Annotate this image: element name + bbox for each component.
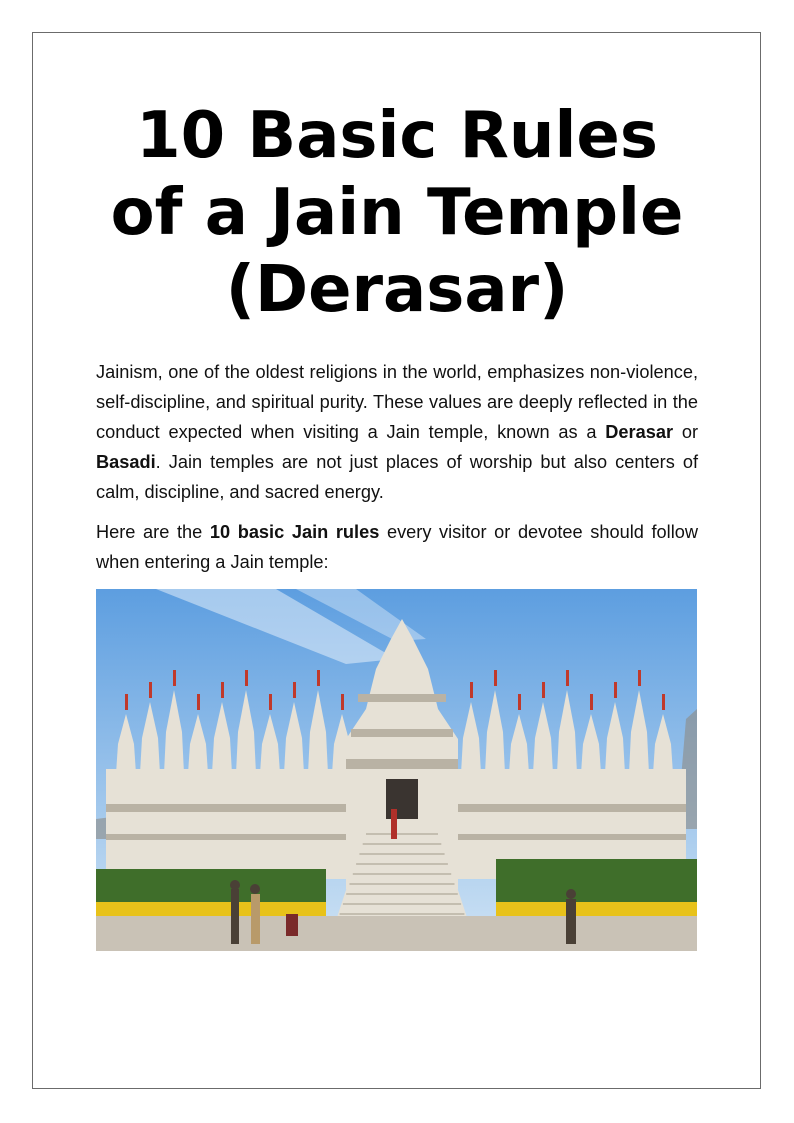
title-line-3: (Derasar) [225, 253, 569, 327]
temple-flag [293, 682, 296, 698]
page-title [96, 98, 698, 329]
temple-flag [125, 694, 128, 710]
lead-paragraph [96, 517, 698, 577]
title-line-1: 10 Basic Rules [136, 99, 658, 173]
temple-flag [470, 682, 473, 698]
temple-flag [317, 670, 320, 686]
temple-flag [614, 682, 617, 698]
temple-flag [638, 670, 641, 686]
title-line-2: of a Jain Temple [110, 176, 684, 250]
temple-flag [494, 670, 497, 686]
temple-flag [542, 682, 545, 698]
temple-flag [269, 694, 272, 710]
lead-text-end: every visitor or devotee should follow when entering a Jain temple: [96, 522, 698, 572]
lead-text-start: Here are the [96, 522, 210, 542]
intro-text-start: Jainism, one of the oldest religions in the world, emphasizes non-violence, self-discipline, and spiritual purity. These values are deeply reflected in the conduct expected when visiting a Jain temple, known as a [96, 362, 698, 442]
ground [96, 916, 697, 951]
hedge-left [96, 869, 326, 904]
temple-flag [245, 670, 248, 686]
temple-flag [197, 694, 200, 710]
flower-bed-left [96, 902, 326, 916]
temple-flag [518, 694, 521, 710]
intro-text-end: . Jain temples are not just places of worship but also centers of calm, discipline, and sacred energy. [96, 452, 698, 502]
term-basadi: Basadi [96, 452, 156, 472]
temple-flag [662, 694, 665, 710]
flower-bed-right [496, 902, 697, 916]
temple-photo [96, 589, 697, 951]
temple-flag [566, 670, 569, 686]
temple-flag [173, 670, 176, 686]
intro-joiner: or [673, 422, 699, 442]
rules-highlight: 10 basic Jain rules [209, 522, 380, 542]
temple-flag [221, 682, 224, 698]
term-derasar: Derasar [605, 422, 674, 442]
hedge-right [496, 859, 697, 904]
temple-flag [590, 694, 593, 710]
temple-flag [149, 682, 152, 698]
temple-flag [341, 694, 344, 710]
intro-paragraph [96, 357, 698, 507]
